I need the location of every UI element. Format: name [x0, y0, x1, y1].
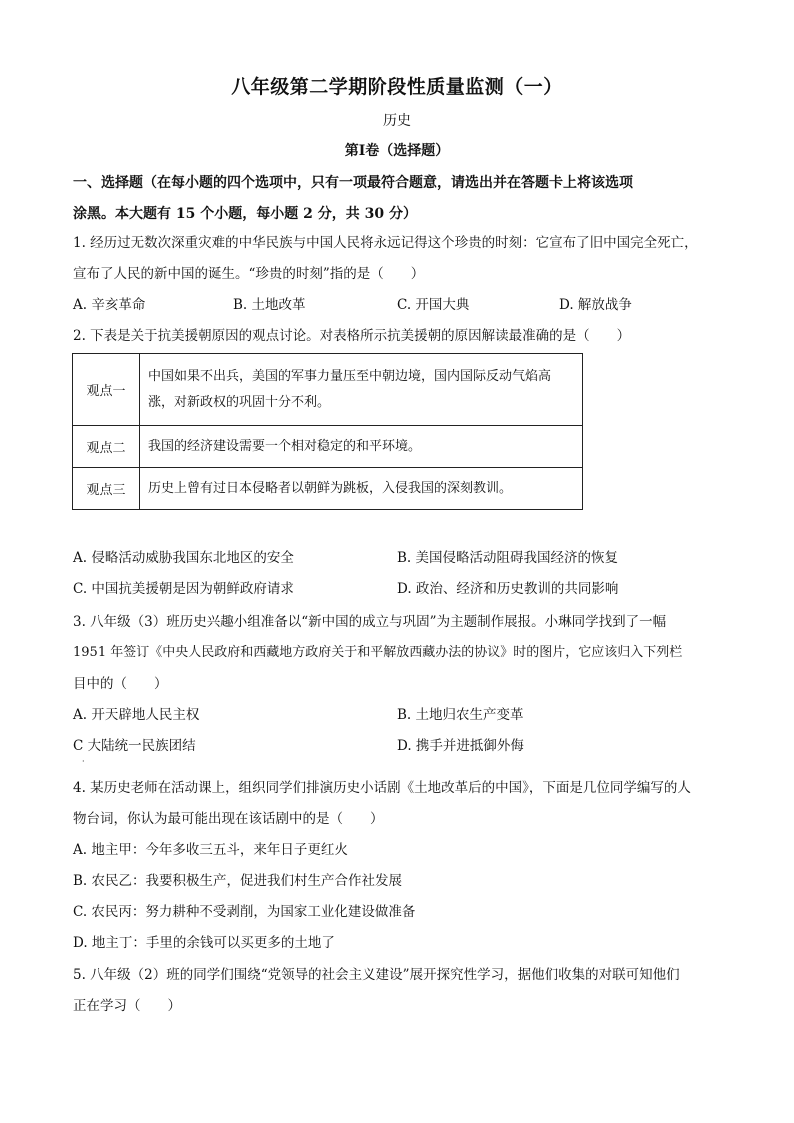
q2-stem: 2. 下表是关于抗美援朝原因的观点讨论。对表格所示抗美援朝的原因解读最准确的是（ ）: [73, 328, 631, 344]
q3-stem-line-1: 3. 八年级（3）班历史兴趣小组准备以“新中国的成立与巩固”为主题制作展报。小琳同学找到了一幅: [73, 614, 667, 630]
q4-option-a: A. 地主甲：今年多收三五斗，来年日子更红火: [73, 842, 348, 858]
q5-stem-line-1: 5. 八年级（2）班的同学们围绕“党领导的社会主义建设”展开探究性学习，据他们收集的对联可知他们: [73, 967, 680, 983]
exam-volume-heading: 第Ⅰ卷（选择题）: [344, 143, 450, 159]
q4-option-d: D. 地主丁：手里的余钱可以买更多的土地了: [73, 935, 335, 951]
viewpoint-label: 观点二: [73, 426, 140, 468]
section-instructions-line-2: 涂黑。本大题有 15 个小题，每小题 2 分，共 30 分）: [73, 206, 417, 222]
viewpoint-text: 中国如果不出兵，美国的军事力量压至中朝边境，国内国际反动气焰高涨，对新政权的巩固十分不利。: [140, 354, 583, 426]
q4-stem-line-1: 4. 某历史老师在活动课上，组织同学们排演历史小话剧《土地改革后的中国》，下面是几位同学编写的人: [73, 780, 691, 796]
q2-option-d: D. 政治、经济和历史教训的共同影响: [397, 581, 619, 597]
q3-stem-line-2: 1951 年签订《中央人民政府和西藏地方政府关于和平解放西藏办法的协议》时的图片，它应该归入下列栏: [73, 645, 683, 660]
q3-stem-line-3: 目中的（ ）: [73, 676, 168, 692]
q3-option-c: C 大陆统一民族团结: [73, 738, 196, 754]
q4-option-c: C. 农民丙：努力耕种不受剥削，为国家工业化建设做准备: [73, 904, 416, 920]
viewpoint-label: 观点三: [73, 468, 140, 510]
table-row: [73, 354, 583, 426]
table-row: [73, 426, 583, 468]
q2-viewpoint-table: [72, 353, 583, 510]
q4-stem-line-2: 物台词，你认为最可能出现在该话剧中的是（ ）: [73, 811, 384, 827]
q1-stem-line-1: 1. 经历过无数次深重灾难的中华民族与中国人民将永远记得这个珍贵的时刻：它宣布了旧中国完全死亡，: [73, 235, 698, 251]
section-instructions: [73, 168, 728, 230]
q3-option-d: D. 携手并进抵御外侮: [397, 738, 524, 754]
q3-option-a: A. 开天辟地人民主权: [73, 707, 200, 723]
q2-option-c: C. 中国抗美援朝是因为朝鲜政府请求: [73, 581, 294, 597]
viewpoint-text: 我国的经济建设需要一个相对稳定的和平环境。: [140, 426, 583, 468]
exam-title: 八年级第二学期阶段性质量监测（一）: [231, 76, 563, 98]
q4-option-b: B. 农民乙：我要积极生产，促进我们村生产合作社发展: [73, 873, 403, 889]
q5-stem-line-2: 正在学习（ ）: [73, 998, 181, 1014]
exam-subject: 历史: [383, 113, 411, 129]
viewpoint-text: 历史上曾有过日本侵略者以朝鲜为跳板，入侵我国的深刻教训。: [140, 468, 583, 510]
q1-option-c: C. 开国大典: [397, 297, 470, 313]
q3-option-b: B. 土地归农生产变革: [397, 707, 524, 723]
section-instructions-line-1: 一、选择题（在每小题的四个选项中，只有一项最符合题意，请选出并在答题卡上将该选项: [73, 175, 633, 191]
viewpoint-label: 观点一: [73, 354, 140, 426]
table-row: [73, 468, 583, 510]
q1-stem-line-2: 宣布了人民的新中国的诞生。“珍贵的时刻”指的是（ ）: [73, 266, 425, 282]
q2-option-b: B. 美国侵略活动阻碍我国经济的恢复: [397, 550, 619, 566]
q1-option-d: D. 解放战争: [559, 297, 632, 313]
q1-option-a: A. 辛亥革命: [73, 297, 146, 313]
q2-option-a: A. 侵略活动威胁我国东北地区的安全: [73, 550, 294, 566]
stray-dot: ·: [82, 757, 85, 766]
q1-option-b: B. 土地改革: [233, 297, 306, 313]
